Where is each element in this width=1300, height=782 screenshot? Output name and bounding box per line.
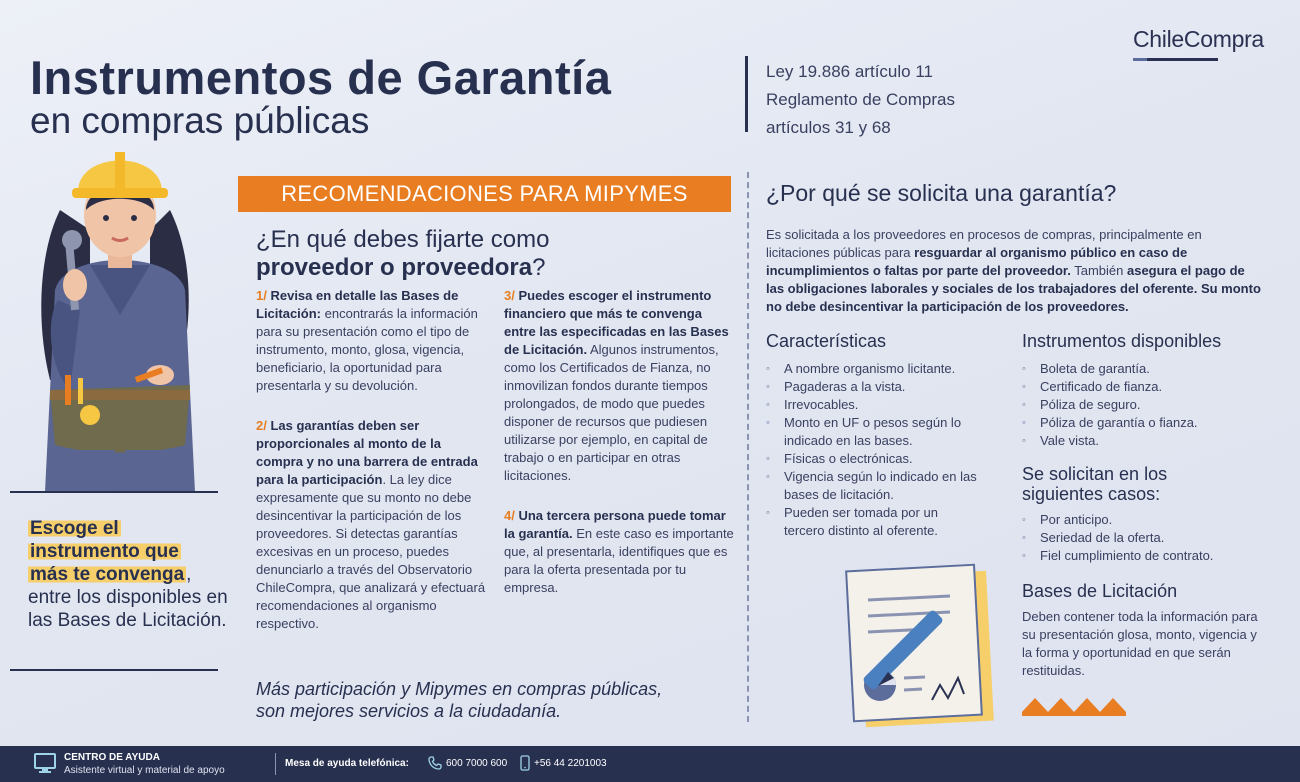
- phone-icon: [428, 756, 442, 770]
- brand-logo: ChileCompra: [1133, 26, 1264, 52]
- right-section-title: ¿Por qué se solicita una garantía?: [766, 180, 1117, 206]
- item-number: 3/: [504, 288, 515, 303]
- list-item: ◦ Pagaderas a la vista.: [766, 378, 981, 396]
- list-item: ◦ Monto en UF o pesos según lo indicado en las bases.: [766, 414, 981, 450]
- closing-line: son mejores servicios a la ciudadanía.: [256, 701, 562, 721]
- item-text: encontrarás la información para su presentación como el tipo de instrumento, monto, glosa, vigencia, beneficiario, la oportunidad para presentarla y su devolución.: [256, 306, 478, 393]
- solicitan-heading-line: Se solicitan en los: [1022, 464, 1168, 484]
- footer-bar: [0, 746, 1300, 782]
- list-item: ◦ Físicas o electrónicas.: [766, 450, 981, 468]
- phone-label: Mesa de ayuda telefónica:: [285, 758, 409, 769]
- list-item: ◦ A nombre organismo licitante.: [766, 360, 981, 378]
- list-item: ◦ Boleta de garantía.: [1022, 360, 1262, 378]
- list-item: ◦ Seriedad de la oferta.: [1022, 529, 1262, 547]
- document-pen-illustration: [840, 560, 1000, 730]
- list-item: ◦ Irrevocables.: [766, 396, 981, 414]
- callout-highlight: instrumento que: [30, 541, 179, 562]
- page-subtitle: en compras públicas: [30, 100, 370, 141]
- callout-top-rule: [10, 491, 218, 493]
- instrumentos-heading: Instrumentos disponibles: [1022, 331, 1222, 351]
- list-item: ◦ Póliza de seguro.: [1022, 396, 1262, 414]
- recommendations-banner: RECOMENDACIONES PARA MIPYMES: [238, 176, 731, 212]
- item-number: 2/: [256, 418, 267, 433]
- right-intro: [766, 226, 1266, 316]
- intro-bold: asegura el pago de las obligaciones laborales y sociales de los trabajadores del oferente. Su monto no debe desincentivar la participación de los proveedores.: [766, 263, 1261, 314]
- callout-rest: entre los disponibles en las Bases de Licitación.: [28, 587, 228, 631]
- item-text: Algunos instrumentos, como los Certificados de Fianza, no inmovilizan fondos durante tiempos prolongados, de modo que puedes disponer de recursos que pudiesen utilizarse por ejemplo, en capital de trabajo o en participar en otras licitaciones.: [504, 342, 719, 483]
- law-line: artículos 31 y 68: [766, 118, 891, 137]
- question-bold: proveedor o proveedora: [256, 254, 533, 281]
- item-bold: Una tercera persona puede tomar la garantía.: [504, 508, 726, 541]
- header-divider: [745, 56, 748, 132]
- question-line1: ¿En qué debes fijarte como: [256, 226, 550, 253]
- law-reference: [766, 58, 955, 142]
- phone-number-1[interactable]: 600 7000 600: [446, 758, 508, 769]
- bases-heading: Bases de Licitación: [1022, 581, 1178, 601]
- item-text: . La ley dice expresamente que su monto no debe desincentivar la participación de los proveedores. Si detectas garantías excesivas en un proceso, puedes denunciarlo a través del Observatorio ChileCompra, que analizará y efectuará recomendaciones al organismo respectivo.: [256, 472, 486, 631]
- solicitan-list: [1022, 511, 1262, 565]
- brand-underline-accent: [1133, 58, 1147, 61]
- list-item: ◦ Pueden ser tomada por un tercero distinto al oferente.: [766, 504, 981, 540]
- law-line: Ley 19.886 artículo 11: [766, 62, 933, 81]
- item-bold: Las garantías deben ser proporcionales al monto de la compra y no una barrera de entrada para la participación: [256, 418, 478, 487]
- solicitan-heading: [1022, 464, 1167, 504]
- help-center-title[interactable]: CENTRO DE AYUDA: [64, 752, 160, 763]
- section-divider: [747, 172, 749, 722]
- callout-text: [28, 517, 238, 632]
- recommendations-column-2: [504, 287, 734, 619]
- recommendations-column-1: [256, 287, 488, 655]
- item-bold: Revisa en detalle las Bases de Licitación:: [256, 288, 459, 321]
- help-center-subtitle: Asistente virtual y material de apoyo: [64, 765, 225, 776]
- zigzag-decoration: [1022, 692, 1126, 716]
- caracteristicas-heading: Características: [766, 331, 887, 351]
- section-question: [256, 226, 550, 282]
- recommendation-item: [256, 417, 488, 633]
- list-item: ◦ Certificado de fianza.: [1022, 378, 1262, 396]
- page-title: Instrumentos de Garantía: [30, 51, 612, 104]
- closing-statement: [256, 678, 662, 722]
- list-item: ◦ Fiel cumplimiento de contrato.: [1022, 547, 1262, 565]
- recommendation-item: [256, 287, 488, 395]
- list-item: ◦ Por anticipo.: [1022, 511, 1262, 529]
- item-number: 1/: [256, 288, 267, 303]
- list-item: ◦ Vigencia según lo indicado en las bases de licitación.: [766, 468, 981, 504]
- intro-part: También: [1070, 263, 1127, 278]
- worker-illustration: [20, 140, 225, 492]
- question-end: ?: [532, 254, 546, 281]
- callout-comma: ,: [186, 564, 192, 585]
- monitor-icon: [34, 752, 56, 774]
- recommendation-item: [504, 287, 734, 485]
- footer-divider: [275, 753, 276, 775]
- callout-highlight: Escoge el: [30, 518, 119, 539]
- item-bold: Puedes escoger el instrumento financiero que más te convenga entre las especificadas en las Bases de Licitación.: [504, 288, 729, 357]
- list-item: ◦ Póliza de garantía o fianza.: [1022, 414, 1262, 432]
- caracteristicas-list: [766, 360, 981, 540]
- item-text: En este caso es importante que, al presentarla, identifiques que es para la oferta presentada por tu empresa.: [504, 526, 734, 595]
- law-line: Reglamento de Compras: [766, 90, 955, 109]
- instrumentos-list: [1022, 360, 1262, 450]
- intro-bold: resguardar al organismo público en caso de incumplimientos o faltas por parte del proveedor.: [766, 245, 1188, 278]
- recommendation-item: [504, 507, 734, 597]
- callout-highlight: más te convenga: [30, 564, 185, 585]
- list-item: ◦ Vale vista.: [1022, 432, 1262, 450]
- intro-part: Es solicitada a los proveedores en procesos de compras, principalmente en licitaciones públicas para: [766, 227, 1202, 260]
- solicitan-heading-line: siguientes casos:: [1022, 484, 1161, 504]
- phone-number-2[interactable]: +56 44 2201003: [534, 758, 607, 769]
- bases-text: Deben contener toda la información para su presentación glosa, monto, vigencia y la forma y oportunidad en que serán restituidas.: [1022, 609, 1258, 678]
- closing-line: Más participación y Mipymes en compras públicas,: [256, 679, 663, 699]
- mobile-icon: [520, 755, 530, 771]
- callout-bottom-rule: [10, 669, 218, 671]
- item-number: 4/: [504, 508, 515, 523]
